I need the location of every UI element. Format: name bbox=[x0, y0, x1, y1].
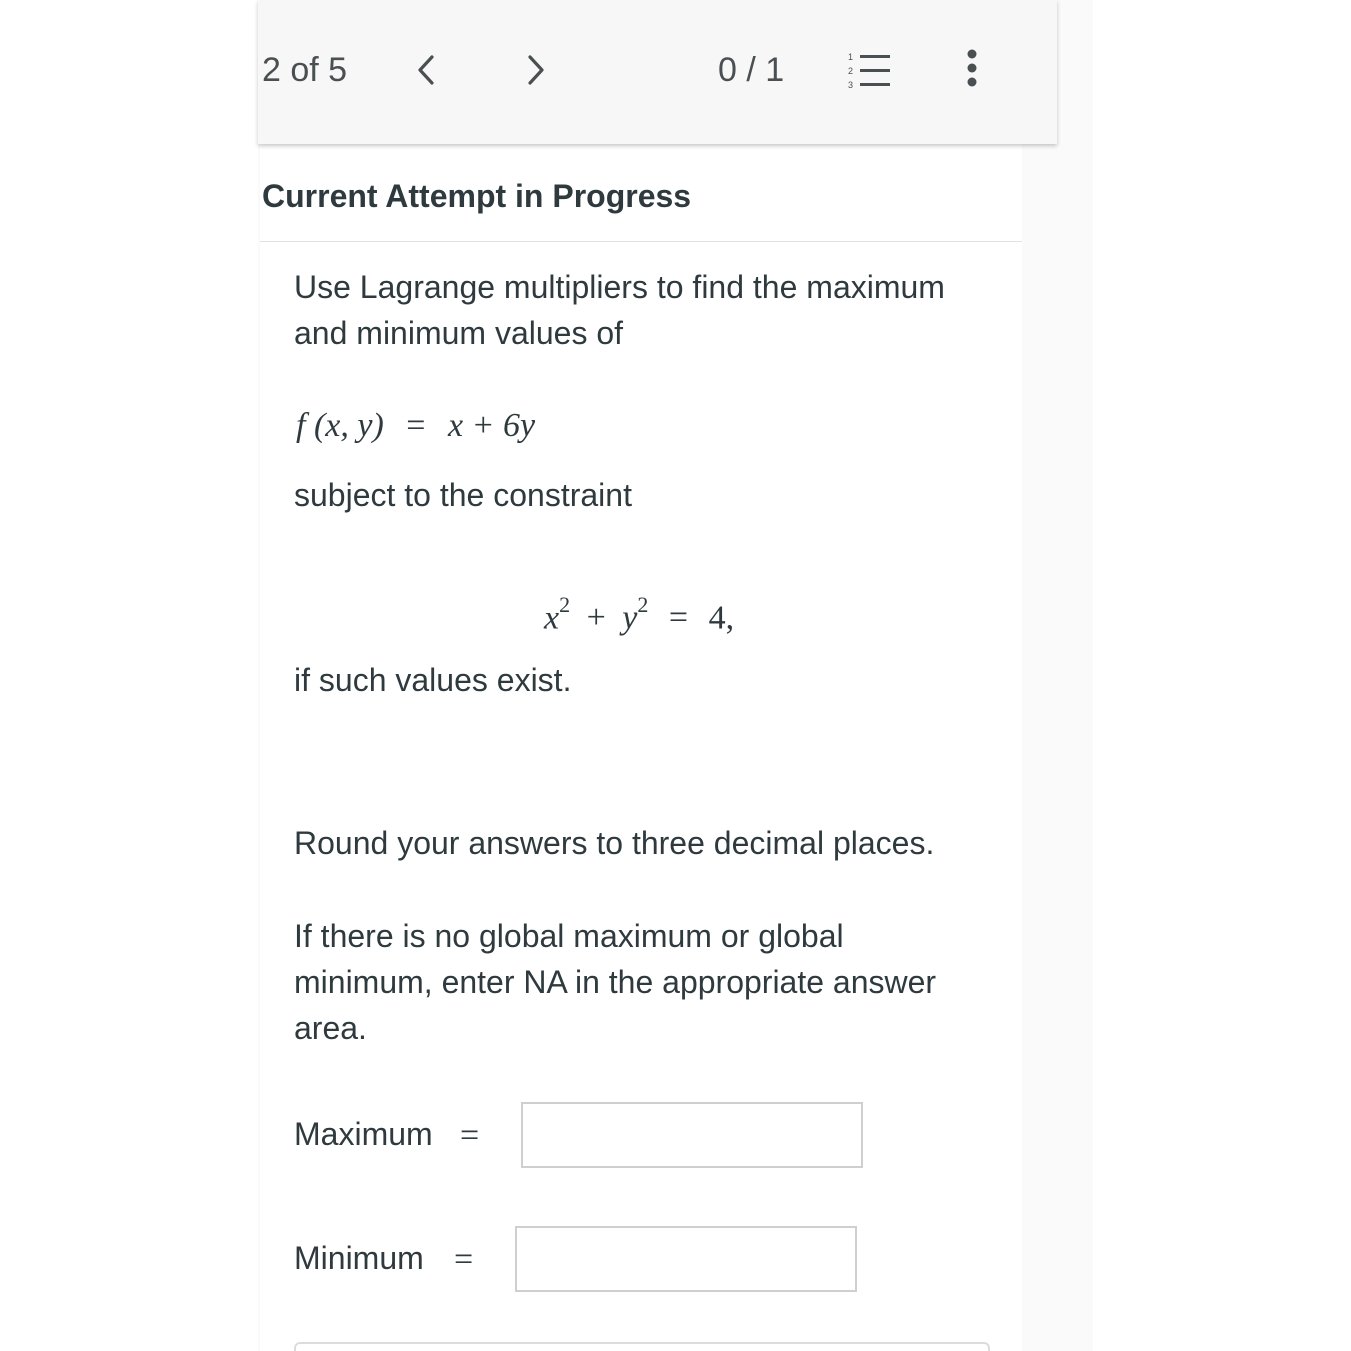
question-counter: 2 of 5 bbox=[262, 51, 348, 89]
function-rhs: x + 6y bbox=[447, 407, 536, 444]
question-toolbar bbox=[258, 0, 1057, 144]
next-question-button[interactable] bbox=[518, 52, 554, 88]
minimum-label: Minimum bbox=[294, 1240, 424, 1276]
constraint-y: y bbox=[622, 599, 638, 637]
next-answer-box[interactable] bbox=[294, 1342, 990, 1351]
attempt-heading: Current Attempt in Progress bbox=[262, 178, 692, 214]
svg-text:3: 3 bbox=[848, 80, 854, 90]
function-expression bbox=[296, 404, 535, 448]
maximum-label: Maximum bbox=[294, 1116, 433, 1152]
svg-text:1: 1 bbox=[848, 52, 854, 62]
minimum-input[interactable] bbox=[515, 1226, 857, 1292]
maximum-equals: = bbox=[460, 1117, 480, 1154]
question-score: 0 / 1 bbox=[718, 51, 785, 89]
constraint-intro: subject to the constraint bbox=[294, 477, 632, 513]
vertical-dots-icon bbox=[958, 48, 986, 92]
question-list-button[interactable] bbox=[846, 50, 892, 90]
constraint-x-exponent: 2 bbox=[559, 592, 571, 617]
constraint-value: 4, bbox=[708, 599, 735, 637]
constraint-expression bbox=[544, 587, 734, 640]
function-equals: = bbox=[406, 407, 426, 444]
constraint-x: x bbox=[544, 599, 560, 637]
chevron-left-icon bbox=[415, 53, 437, 87]
question-intro: Use Lagrange multipliers to find the maximum and minimum values of bbox=[294, 269, 945, 351]
na-note: If there is no global maximum or global minimum, enter NA in the appropriate answer area. bbox=[294, 918, 937, 1046]
constraint-y-exponent: 2 bbox=[637, 592, 649, 617]
assignment-panel bbox=[258, 0, 1093, 1351]
function-lhs: f (x, y) bbox=[296, 407, 384, 444]
more-options-button[interactable] bbox=[958, 48, 986, 92]
heading-divider bbox=[260, 241, 1022, 242]
question-content bbox=[260, 144, 1022, 1351]
rounding-note: Round your answers to three decimal places. bbox=[294, 825, 935, 861]
exist-note: if such values exist. bbox=[294, 662, 572, 698]
chevron-right-icon bbox=[525, 53, 547, 87]
constraint-plus: + bbox=[586, 599, 606, 637]
numbered-list-icon bbox=[846, 50, 892, 90]
constraint-equals: = bbox=[668, 599, 689, 637]
minimum-equals: = bbox=[454, 1241, 474, 1278]
svg-text:2: 2 bbox=[848, 66, 854, 76]
previous-question-button[interactable] bbox=[408, 52, 444, 88]
maximum-input[interactable] bbox=[521, 1102, 863, 1168]
